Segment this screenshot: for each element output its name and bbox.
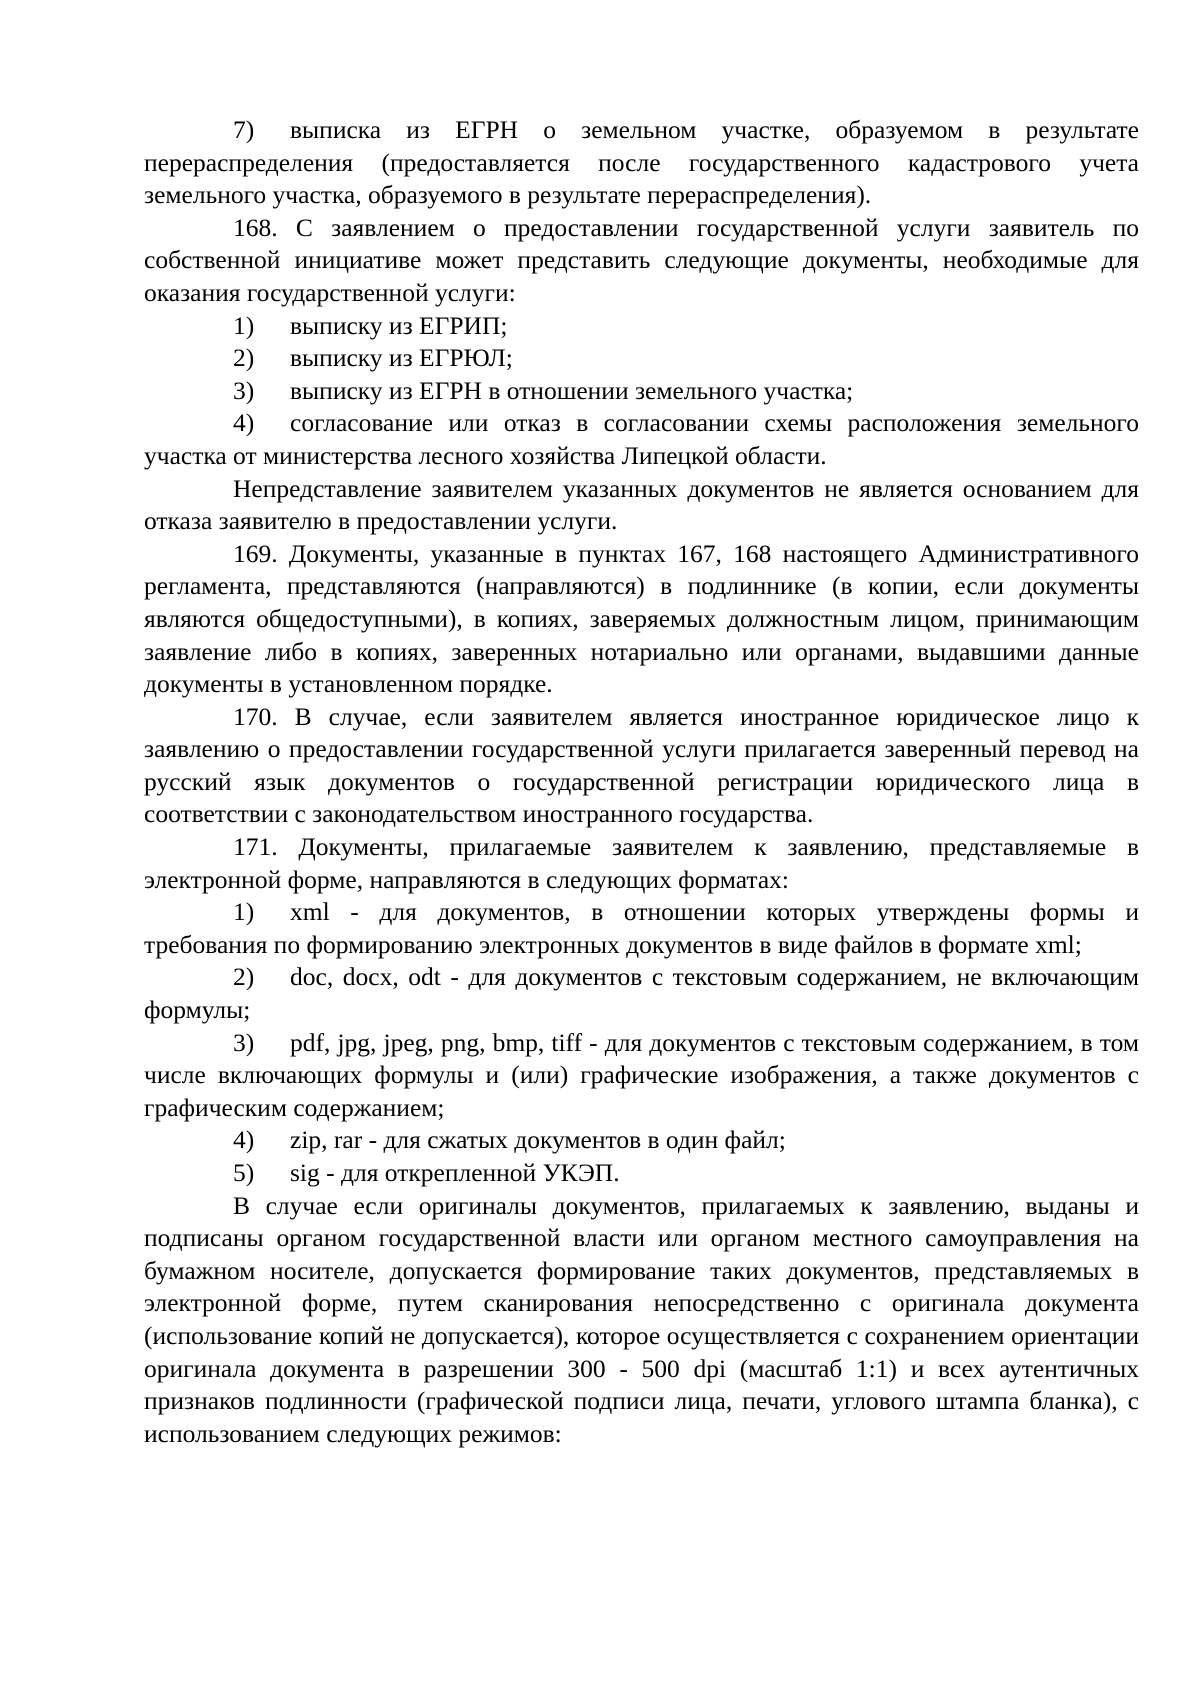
- format-item-4: [144, 1124, 1139, 1157]
- item-number: 4): [233, 408, 255, 438]
- format-item-5: [144, 1157, 1139, 1190]
- item-text: pdf, jpg, jpeg, png, bmp, tiff - для документов с текстовым содержанием, в том числе включающих формулы и (или) графические изображения, а также документов с графическим содержанием;: [144, 1027, 1139, 1122]
- item-number: 2): [233, 343, 255, 373]
- paragraph-171: 171. Документы, прилагаемые заявителем к заявлению, представляемые в электронной форме, направляются в следующих форматах:: [144, 832, 1139, 894]
- list-item-2: [144, 342, 1139, 375]
- list-item-4: [144, 407, 1139, 472]
- paragraph-170: 170. В случае, если заявителем является иностранное юридическое лицо к заявлению о предоставлении государственной услуги прилагается заверенный перевод на русский язык документов о государственной регистрации юридического лица в соответствии с законодательством иностранного государства.: [144, 701, 1139, 829]
- format-item-3: [144, 1027, 1139, 1125]
- item-number: 5): [233, 1158, 255, 1187]
- list-item-3: [144, 375, 1139, 408]
- paragraph-169: 169. Документы, указанные в пунктах 167, 168 настоящего Административного регламента, представляются (направляются) в подлиннике (в копии, если документы являются общедоступными), в копиях, заверяемых должностным лицом, принимающим заявление либо в копиях, заверенных нотариально или органами, выдавшими данные документы в установленном порядке.: [144, 538, 1139, 699]
- item-number: 3): [233, 375, 255, 405]
- item-text: выписка из ЕГРН о земельном участке, образуемом в результате перераспределения (предоставляется после государственного кадастрового учета земельного участка, образуемого в результате перераспределения).: [144, 115, 1139, 210]
- paragraph-non-submission: Непредставление заявителем указанных документов не является основанием для отказа заявителю в предоставлении услуги.: [144, 473, 1139, 536]
- paragraph-168: 168. С заявлением о предоставлении государственной услуги заявитель по собственной инициативе может представить следующие документы, необходимые для оказания государственной услуги:: [144, 212, 1139, 307]
- item-number: 3): [233, 1027, 255, 1057]
- item-text: xml - для документов, в отношении которых утверждены формы и требования по формированию электронных документов в виде файлов в формате xml;: [144, 897, 1139, 959]
- document-body: [144, 114, 1139, 1450]
- format-item-1: [144, 896, 1139, 961]
- list-item-7: [144, 114, 1139, 212]
- item-number: 1): [233, 897, 255, 927]
- format-item-2: [144, 961, 1139, 1026]
- item-number: 7): [233, 115, 255, 144]
- item-text: согласование или отказ в согласовании схемы расположения земельного участка от министерства лесного хозяйства Липецкой области.: [144, 408, 1139, 470]
- item-text: sig - для открепленной УКЭП.: [290, 1158, 620, 1187]
- item-text: zip, rar - для сжатых документов в один файл;: [290, 1125, 786, 1155]
- item-number: 2): [233, 962, 255, 992]
- item-text: doc, docx, odt - для документов с текстовым содержанием, не включающим формулы;: [144, 962, 1139, 1025]
- item-number: 4): [233, 1125, 255, 1155]
- item-number: 1): [233, 310, 255, 340]
- item-text: выписку из ЕГРН в отношении земельного участка;: [290, 375, 854, 405]
- paragraph-scanning: В случае если оригиналы документов, прилагаемых к заявлению, выданы и подписаны органом государственной власти или органом местного самоуправления на бумажном носителе, допускается формирование таких документов, представляемых в электронной форме, путем сканирования непосредственно с оригинала документа (использование копий не допускается), которое осуществляется с сохранением ориентации оригинала документа в разрешении 300 - 500 dpi (масштаб 1:1) и всех аутентичных признаков подлинности (графической подписи лица, печати, углового штампа бланка), с использованием следующих режимов:: [144, 1190, 1139, 1448]
- list-item-1: [144, 310, 1139, 343]
- item-text: выписку из ЕГРИП;: [290, 310, 508, 340]
- item-text: выписку из ЕГРЮЛ;: [290, 343, 513, 373]
